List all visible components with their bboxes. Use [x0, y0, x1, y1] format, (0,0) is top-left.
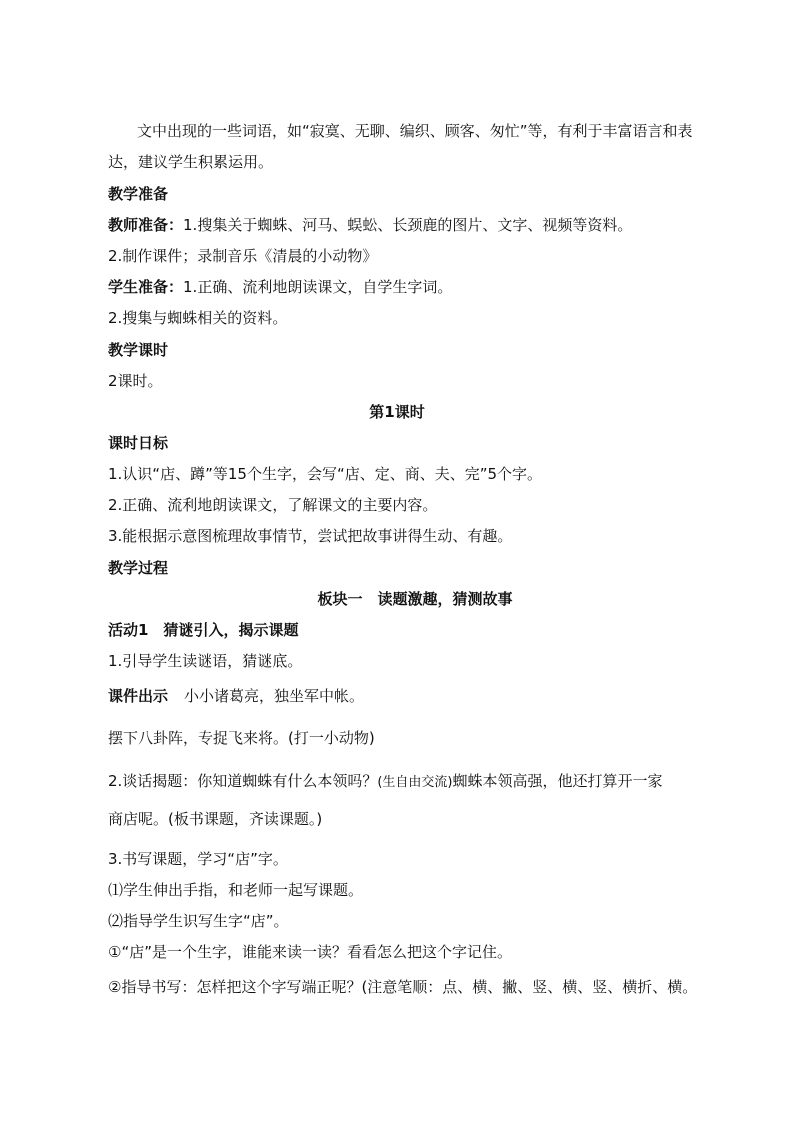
sub-step-item: ②指导书写：怎样把这个字写端正呢？(注意笔顺：点、横、撇、竖、横、竖、横折、横。 — [108, 978, 698, 996]
teacher-prep-item: 1.搜集关于蜘蛛、河马、蜈蚣、长颈鹿的图片、文字、视频等资料。 — [183, 216, 633, 234]
lesson-title: 第1课时 — [369, 403, 425, 421]
student-prep-item: 2.搜集与蜘蛛相关的资料。 — [108, 309, 288, 327]
riddle-line: 小小诸葛亮，独坐军中帐。 — [184, 687, 365, 705]
paragraph-line: 达，建议学生积累运用。 — [108, 153, 274, 171]
step-note: (生自由交流) — [377, 775, 453, 790]
courseware-label: 课件出示 — [108, 687, 169, 705]
paragraph-line: 文中出现的一些词语，如“寂寞、无聊、编织、顾客、匆忙”等，有利于丰富语言和表 — [137, 122, 693, 140]
step-item: 商店呢。(板书课题，齐读课题。) — [108, 810, 323, 828]
step-item: 3.书写课题，学习“店”字。 — [108, 850, 288, 868]
section-heading: 教学课时 — [108, 341, 169, 359]
teacher-prep-line — [108, 214, 632, 236]
sub-step-item: ⑵指导学生识写生字“店”。 — [108, 912, 289, 930]
step-item: 1.引导学生读谜语，猜谜底。 — [108, 652, 303, 670]
sub-step-item: ①“店”是一个生字，谁能来读一读？看看怎么把这个字记住。 — [108, 943, 512, 961]
teacher-prep-item: 2.制作课件；录制音乐《清晨的小动物》 — [108, 247, 378, 265]
riddle-line: 摆下八卦阵，专捉飞来将。(打一小动物) — [108, 729, 375, 747]
activity-title: 活动1 猜谜引入，揭示课题 — [108, 621, 299, 639]
section-heading: 教学过程 — [108, 559, 169, 577]
section-heading: 教学准备 — [108, 185, 169, 203]
block-title: 板块一 读题激趣，猜测故事 — [317, 590, 513, 608]
courseware-line — [108, 685, 364, 707]
student-prep-item: 1.正确、流利地朗读课文，自学生字词。 — [183, 278, 453, 296]
student-prep-label: 学生准备： — [108, 278, 184, 296]
goal-item: 1.认识“店、蹲”等15个生字，会写“店、定、商、夫、完”5个字。 — [108, 465, 543, 483]
sub-step-item: ⑴学生伸出手指，和老师一起写课题。 — [108, 881, 364, 899]
step-item — [108, 770, 663, 794]
step-text: 2.谈话揭题：你知道蜘蛛有什么本领吗？ — [108, 772, 378, 790]
student-prep-line — [108, 276, 452, 298]
section-heading: 课时日标 — [108, 434, 169, 452]
goal-item: 3.能根据示意图梳理故事情节，尝试把故事讲得生动、有趣。 — [108, 527, 513, 545]
goal-item: 2.正确、流利地朗读课文，了解课文的主要内容。 — [108, 496, 438, 514]
step-text: 蜘蛛本领高强，他还打算开一家 — [452, 772, 663, 790]
teacher-prep-label: 教师准备： — [108, 216, 184, 234]
lesson-count: 2课时。 — [108, 372, 163, 390]
